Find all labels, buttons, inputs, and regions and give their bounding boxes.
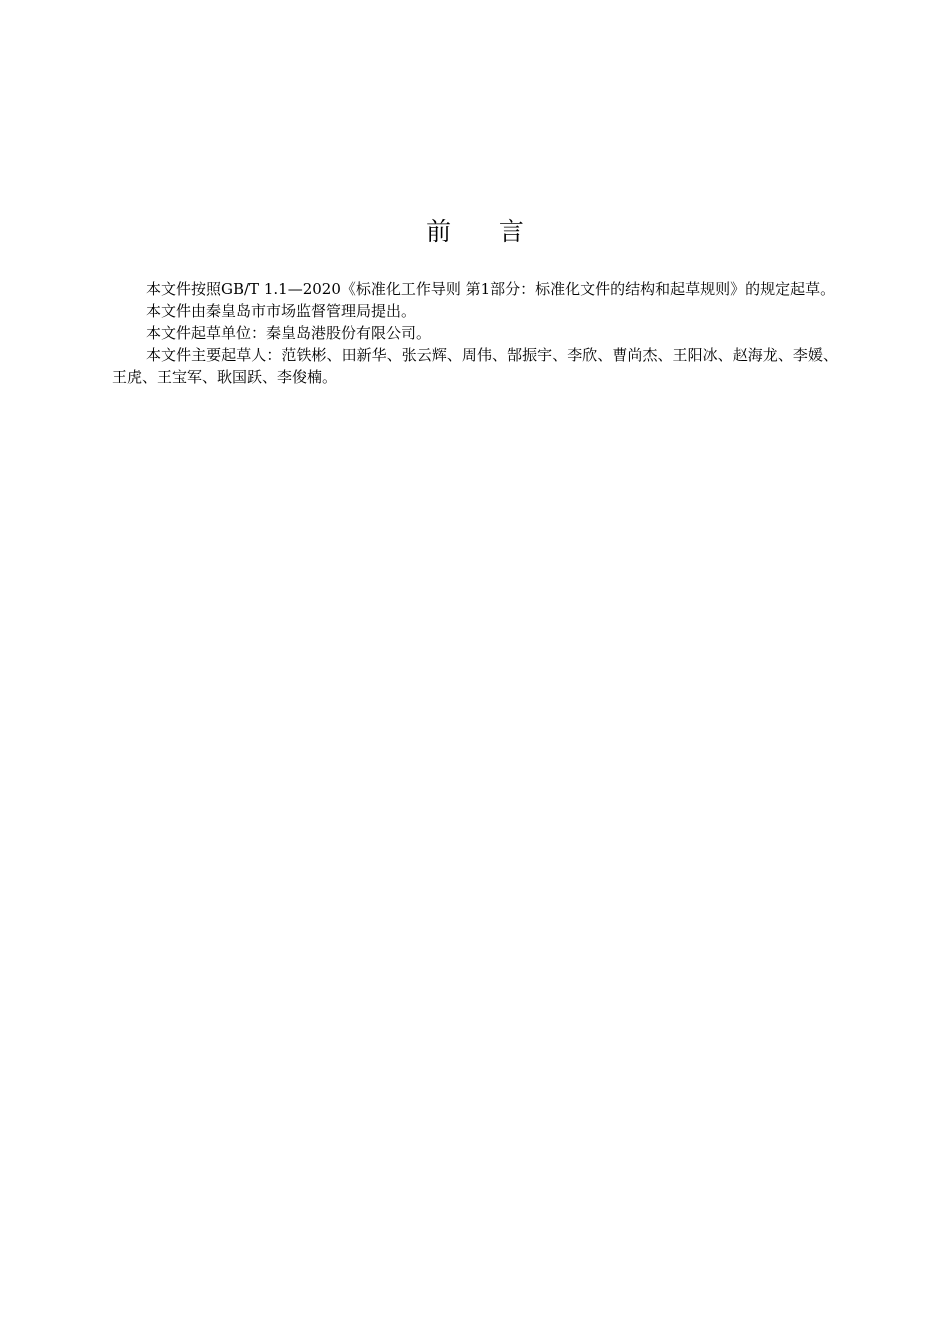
foreword-body <box>112 278 838 388</box>
drafting-unit-paragraph: 本文件起草单位：秦皇岛港股份有限公司。 <box>146 324 432 342</box>
foreword-heading: 前 言 <box>426 217 524 246</box>
proposer-paragraph: 本文件由秦皇岛市市场监督管理局提出。 <box>146 302 417 320</box>
standard-basis-paragraph: 本文件按照GB/T 1.1—2020《标准化工作导则 第1部分：标准化文件的结构和起草规则》的规定起草。 <box>146 280 836 298</box>
drafters-paragraph: 本文件主要起草人：范铁彬、田新华、张云辉、周伟、郜振宇、李欣、曹尚杰、王阳冰、赵海龙、李媛、王虎、王宝军、耿国跃、李俊楠。 <box>112 346 838 386</box>
